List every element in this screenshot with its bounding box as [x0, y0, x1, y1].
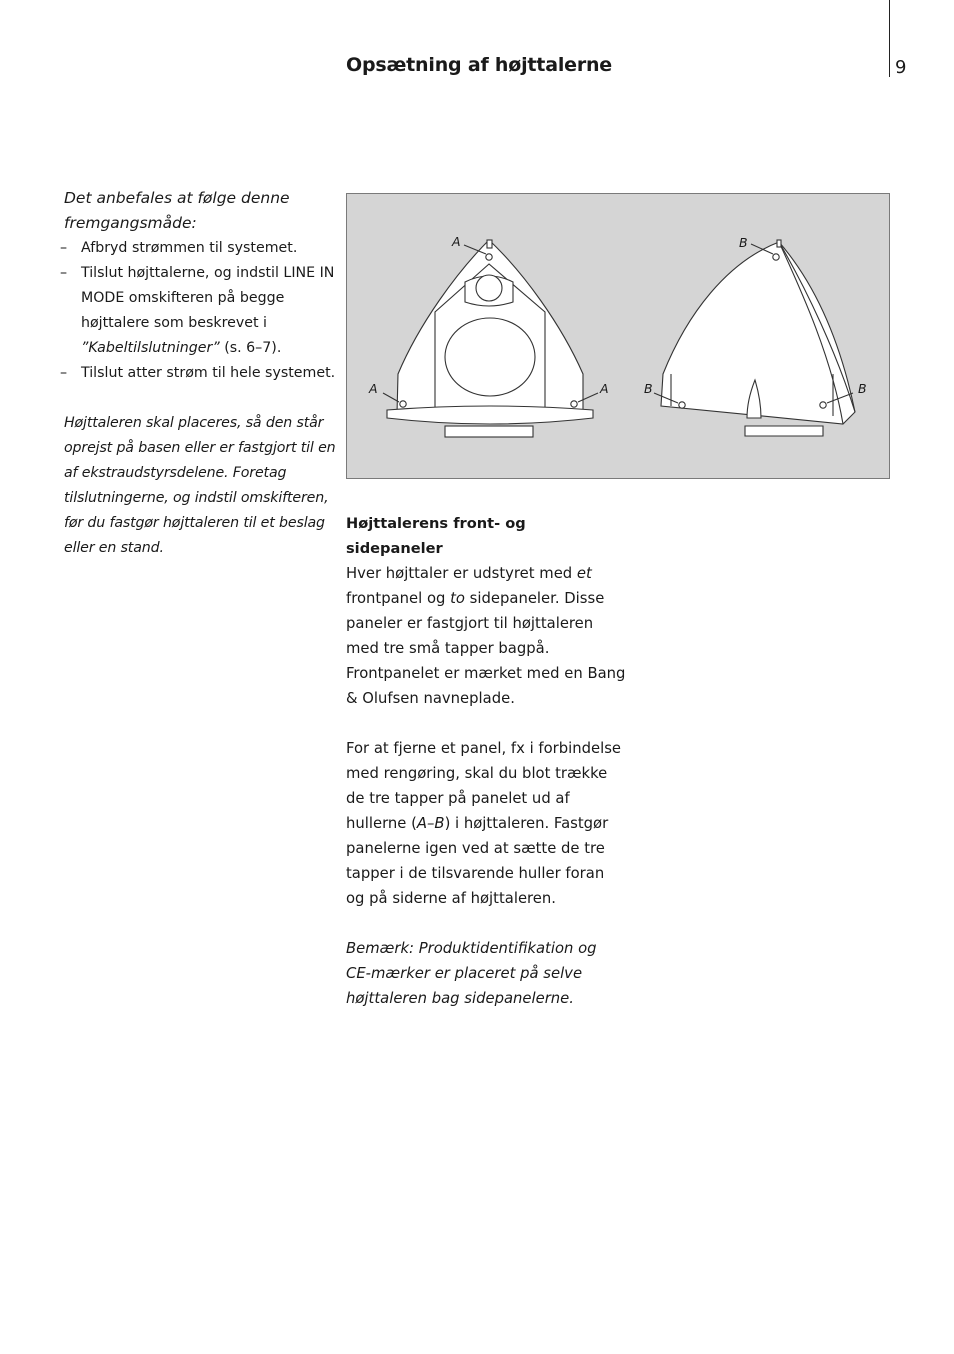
text-run: A–B — [416, 815, 445, 832]
text-run: ) i højttaleren. Fastgør panelerne igen ved at sætte de tre tapper i de tilsvarende huller foran og på siderne af højttaleren. — [346, 815, 609, 907]
text-run: sidepaneler. Disse paneler er fastgjort til højttaleren med tre små tapper bagpå. Frontpanelet er mærket med en Bang & Olufsen navneplade. — [346, 590, 626, 707]
left-column — [64, 186, 336, 561]
removal-paragraph — [346, 736, 626, 911]
step-item: – Afbryd strømmen til systemet. — [64, 236, 336, 261]
text-run: Hver højttaler er udstyret med — [346, 565, 577, 582]
page-number: 9 — [895, 57, 907, 78]
speaker-drawing — [347, 194, 889, 478]
steps-list — [64, 236, 336, 386]
text-run: For at fjerne et panel, fx i forbindelse med rengøring, skal du blot trække de tre tapper på panelet ud af hullerne ( — [346, 740, 622, 832]
label-b-left: B — [644, 381, 653, 396]
main-column — [346, 511, 626, 1011]
woofer-circle — [445, 318, 535, 396]
step-reference: ”Kabeltilslutninger” — [81, 340, 220, 356]
section-heading: Højttalerens front- og sidepaneler — [346, 515, 526, 557]
step-text: Tilslut højttalerne, og indstil LINE IN MODE omskifteren på begge højttalere som beskrevet i — [81, 265, 335, 331]
ce-note: Bemærk: Produktidentifikation og CE-mærker er placeret på selve højttaleren bag sidepanelerne. — [346, 940, 597, 1007]
label-b-right: B — [858, 381, 867, 396]
text-run: to — [450, 590, 465, 607]
intro-text: Det anbefales at følge denne fremgangsmåde: — [64, 189, 290, 232]
step-item: – Tilslut atter strøm til hele systemet. — [64, 361, 336, 386]
placement-note: Højttaleren skal placeres, så den står oprejst på basen eller er fastgjort til en af ekstraudstyrsdelene. Foretag tilslutningerne, og indstil omskifteren, før du fastgør højttaleren til et beslag eller en stand. — [64, 415, 336, 556]
label-b-top: B — [739, 235, 748, 250]
text-run: frontpanel og — [346, 590, 451, 607]
page-title: Opsætning af højttalerne — [346, 54, 612, 76]
text-run: et — [576, 565, 592, 582]
label-a-right: A — [600, 381, 609, 396]
speaker-illustration — [346, 193, 890, 479]
step-pages: (s. 6–7). — [219, 340, 282, 356]
label-a-top: A — [452, 234, 461, 249]
front-base — [387, 406, 593, 424]
label-a-left: A — [369, 381, 378, 396]
panels-paragraph — [346, 561, 626, 711]
page-divider — [889, 0, 890, 77]
step-item — [64, 261, 336, 361]
